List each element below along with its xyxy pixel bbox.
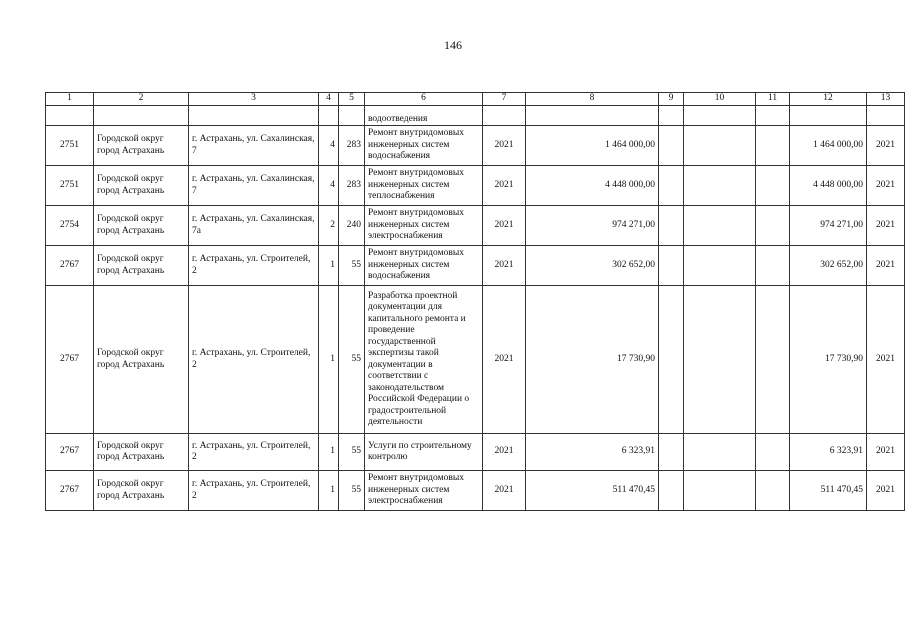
work-type-cell: водоотведения — [365, 106, 483, 126]
column-header: 5 — [339, 93, 365, 106]
column-12-cell: 17 730,90 — [790, 286, 867, 434]
registry-number-cell: 2767 — [46, 471, 94, 511]
column-11-cell — [756, 471, 790, 511]
registry-number-cell: 2767 — [46, 246, 94, 286]
column-header: 10 — [684, 93, 756, 106]
continuation-row — [46, 106, 905, 126]
column-13-cell: 2021 — [867, 246, 905, 286]
year-cell: 2021 — [483, 206, 526, 246]
municipality-cell: Городской округ город Астрахань — [94, 126, 189, 166]
capital-repair-table — [45, 92, 905, 511]
column-header: 11 — [756, 93, 790, 106]
column-11-cell — [756, 286, 790, 434]
column-11-cell — [756, 206, 790, 246]
table-row — [46, 206, 905, 246]
table-row — [46, 166, 905, 206]
municipality-cell: Городской округ город Астрахань — [94, 166, 189, 206]
year-cell: 2021 — [483, 166, 526, 206]
municipality-cell: Городской округ город Астрахань — [94, 246, 189, 286]
column-10-cell — [684, 206, 756, 246]
column-4-cell: 1 — [319, 246, 339, 286]
column-12-cell: 302 652,00 — [790, 246, 867, 286]
column-5-cell: 283 — [339, 126, 365, 166]
column-11-cell — [756, 166, 790, 206]
column-10-cell — [684, 166, 756, 206]
column-9-cell — [659, 206, 684, 246]
column-12-cell: 1 464 000,00 — [790, 126, 867, 166]
column-11-cell — [756, 246, 790, 286]
cost-cell: 17 730,90 — [526, 286, 659, 434]
municipality-cell: Городской округ город Астрахань — [94, 434, 189, 471]
column-5-cell: 55 — [339, 246, 365, 286]
page-number: 146 — [444, 38, 462, 52]
work-type-cell: Услуги по строительному контролю — [365, 434, 483, 471]
year-cell: 2021 — [483, 126, 526, 166]
column-4-cell: 2 — [319, 206, 339, 246]
column-header: 9 — [659, 93, 684, 106]
column-10-cell — [684, 286, 756, 434]
year-cell: 2021 — [483, 286, 526, 434]
column-10-cell — [684, 126, 756, 166]
column-4-cell: 4 — [319, 166, 339, 206]
column-12-cell: 6 323,91 — [790, 434, 867, 471]
registry-number-cell: 2767 — [46, 286, 94, 434]
column-header: 4 — [319, 93, 339, 106]
address-cell: г. Астрахань, ул. Сахалинская, 7 — [189, 126, 319, 166]
column-9-cell — [659, 166, 684, 206]
column-12-cell: 511 470,45 — [790, 471, 867, 511]
column-4-cell: 1 — [319, 471, 339, 511]
table-row — [46, 126, 905, 166]
address-cell: г. Астрахань, ул. Сахалинская, 7 — [189, 166, 319, 206]
column-header: 8 — [526, 93, 659, 106]
column-12-cell: 974 271,00 — [790, 206, 867, 246]
address-cell: г. Астрахань, ул. Строителей, 2 — [189, 434, 319, 471]
table-row — [46, 286, 905, 434]
table-row — [46, 434, 905, 471]
column-13-cell: 2021 — [867, 166, 905, 206]
column-11-cell — [756, 434, 790, 471]
column-header: 7 — [483, 93, 526, 106]
table-row — [46, 471, 905, 511]
column-5-cell: 240 — [339, 206, 365, 246]
column-13-cell: 2021 — [867, 434, 905, 471]
column-10-cell — [684, 471, 756, 511]
work-type-cell: Ремонт внутридомовых инженерных систем водоснабжения — [365, 126, 483, 166]
column-4-cell: 4 — [319, 126, 339, 166]
municipality-cell: Городской округ город Астрахань — [94, 206, 189, 246]
column-9-cell — [659, 434, 684, 471]
column-9-cell — [659, 286, 684, 434]
address-cell: г. Астрахань, ул. Строителей, 2 — [189, 246, 319, 286]
column-13-cell: 2021 — [867, 126, 905, 166]
address-cell: г. Астрахань, ул. Сахалинская, 7а — [189, 206, 319, 246]
cost-cell: 974 271,00 — [526, 206, 659, 246]
cost-cell: 511 470,45 — [526, 471, 659, 511]
year-cell: 2021 — [483, 434, 526, 471]
year-cell: 2021 — [483, 246, 526, 286]
address-cell: г. Астрахань, ул. Строителей, 2 — [189, 286, 319, 434]
column-4-cell: 1 — [319, 434, 339, 471]
column-13-cell: 2021 — [867, 471, 905, 511]
column-number-row — [46, 93, 905, 106]
cost-cell: 6 323,91 — [526, 434, 659, 471]
work-type-cell: Ремонт внутридомовых инженерных систем теплоснабжения — [365, 166, 483, 206]
municipality-cell: Городской округ город Астрахань — [94, 471, 189, 511]
column-13-cell: 2021 — [867, 206, 905, 246]
work-type-cell: Ремонт внутридомовых инженерных систем водоснабжения — [365, 246, 483, 286]
cost-cell: 1 464 000,00 — [526, 126, 659, 166]
table-row — [46, 246, 905, 286]
column-9-cell — [659, 126, 684, 166]
cost-cell: 4 448 000,00 — [526, 166, 659, 206]
column-header: 1 — [46, 93, 94, 106]
column-4-cell: 1 — [319, 286, 339, 434]
column-10-cell — [684, 246, 756, 286]
column-10-cell — [684, 434, 756, 471]
column-5-cell: 55 — [339, 434, 365, 471]
work-type-cell: Ремонт внутридомовых инженерных систем электроснабжения — [365, 206, 483, 246]
cost-cell: 302 652,00 — [526, 246, 659, 286]
address-cell: г. Астрахань, ул. Строителей, 2 — [189, 471, 319, 511]
work-type-cell: Ремонт внутридомовых инженерных систем электроснабжения — [365, 471, 483, 511]
column-13-cell: 2021 — [867, 286, 905, 434]
column-5-cell: 55 — [339, 471, 365, 511]
column-header: 2 — [94, 93, 189, 106]
column-9-cell — [659, 246, 684, 286]
column-header: 13 — [867, 93, 905, 106]
registry-number-cell: 2751 — [46, 166, 94, 206]
column-5-cell: 283 — [339, 166, 365, 206]
municipality-cell: Городской округ город Астрахань — [94, 286, 189, 434]
registry-number-cell: 2767 — [46, 434, 94, 471]
year-cell: 2021 — [483, 471, 526, 511]
column-header: 12 — [790, 93, 867, 106]
column-header: 6 — [365, 93, 483, 106]
column-9-cell — [659, 471, 684, 511]
column-header: 3 — [189, 93, 319, 106]
registry-number-cell: 2751 — [46, 126, 94, 166]
registry-number-cell: 2754 — [46, 206, 94, 246]
work-type-cell: Разработка проектной документации для капитального ремонта и проведение государственной экспертизы такой документации в соответствии с законодательством Российской Федерации о градостроительной деятельности — [365, 286, 483, 434]
column-12-cell: 4 448 000,00 — [790, 166, 867, 206]
column-5-cell: 55 — [339, 286, 365, 434]
column-11-cell — [756, 126, 790, 166]
